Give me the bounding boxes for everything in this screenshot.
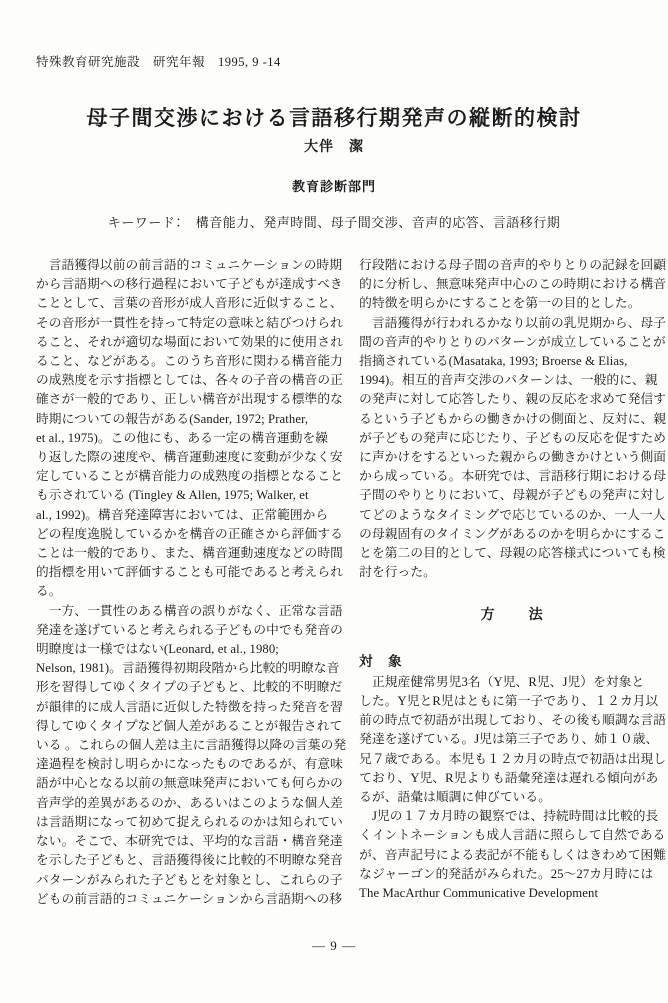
text-line: くイントネーションも成人言語に照らして自然である [359,828,666,843]
text-line: から言語期への移行過程において子どもが達成すべき [36,277,343,292]
text-line: 音声学的差異があるのか、あるいはこのような個人差 [36,795,343,810]
text-line: とを第二の目的として、母親の応答様式についても検 [359,546,666,561]
text-line: ことは一般的であり、また、構音運動速度などの時間 [36,546,343,561]
text-line: てどのようなタイミングで応じているのか、一人一人 [359,507,666,522]
text-line: に声かけをするといった親からの働きかけという側面 [359,450,667,465]
text-line: 達過程を検討し明らかになったものであるが、有意味 [36,757,343,772]
text-line: 指摘されている(Masataka, 1993; Broerse & Elias, [359,354,628,369]
text-line: et al., 1975)。この他にも、ある一定の構音運動を繰 [36,430,329,445]
author-name: 大伴 潔 [304,140,364,155]
text-line: 語が中心となる以前の無意味発声においても何らかの [36,776,343,791]
text-line: 子間のやりとりにおいて、母親が子どもの発声に対し [359,488,666,503]
right-column [359,256,666,909]
text-line: 正規産健常男児3名（Y児、R児、J児）を対象と [359,674,645,689]
text-line: 1994)。相互的音声交渉のパターンは、一般的に、親 [359,373,658,388]
subjects-paragraphs [359,673,666,903]
text-line: るという子どもからの働きかけの側面と、反対に、親 [359,411,667,426]
left-column [36,256,346,909]
text-line: 的特徴を明らかにすることを第一の目的とした。 [359,296,641,311]
page-number: — 9 — [312,938,356,953]
text-line: 発達を遂げている。J児は第三子であり、姉１０歳、 [359,732,659,747]
text-line: 確さが一般的であり、正しい構音が出現する標準的な [36,392,343,407]
text-line: 兄７歳である。本児も１２カ月の時点で初語は出現し [359,751,667,766]
text-line: は言語期になって初めて捉えられるのかは知られてい [36,814,343,829]
right-column-intro [359,256,666,582]
text-line: 発達を遂げていると考えられる子どもの中でも発音の [36,622,343,637]
text-line: なジャーゴン的発話がみられた。25～27カ月時には [359,866,654,881]
text-line: J児の１７カ月時の観察では、持続時間は比較的長 [359,809,659,824]
text-line: 言語獲得が行われるかなり以前の乳児期から、母子 [359,315,667,330]
text-line: 的指標を用いて評価することも可能であると考えられ [36,565,343,580]
text-line: 形を習得してゆくタイプの子どもと、比較的不明瞭だ [36,680,343,695]
text-line: ること、などがある。このうち音形に関わる構音能力 [36,354,343,369]
section-heading-method: 方 法 [480,608,545,624]
text-line: を示した子どもと、言語獲得後に比較的不明瞭な発音 [36,853,343,868]
text-line: が韻律的に成人言語に近似した特徴を持った発音を習 [36,699,343,714]
text-line: 一方、一貫性のある構音の誤りがなく、正常な言語 [36,603,343,618]
journal-citation: 特殊教育研究施設 研究年報 1995, 9 -14 [36,55,281,69]
text-line: 定していることが構音能力の成熟度の指標となること [36,469,343,484]
text-line: 間の音声的やりとりのパターンが成立していることが [359,334,666,349]
text-line: パターンがみられた子どもとを対象とし、これらの子 [36,872,343,887]
text-line: その音形が一貫性を持って特定の意味と結びつけられ [36,315,343,330]
text-line: 得してゆくタイプなど個人差があることが報告されて [36,718,343,733]
text-line: 行段階における母子間の音声的やりとりの記録を回顧 [359,258,667,272]
text-line: が、音声記号による表記が不能もしくはきわめて困難 [359,847,667,862]
text-line: る。 [36,584,62,599]
text-line: るが、語彙は順調に伸びている。 [359,790,551,805]
text-line: ており、Y児、R児よりも語彙発達は遅れる傾向があ [359,770,659,785]
text-line: の成熟度を示す指標としては、各々の子音の構音の正 [36,373,343,388]
text-line: も示されている (Tingley & Allen, 1975; Walker, et [36,488,309,503]
body-columns [36,256,667,909]
text-line: 言語獲得以前の前言語的コミュニケーションの時期 [36,258,343,272]
text-line: Nelson, 1981)。言語獲得初期段階から比較的明瞭な音 [36,661,340,676]
text-line: 前の時点で初語が出現しており、その後も順調な言語 [359,713,667,728]
text-line: の発声に対して応答したり、親の反応を求めて発信す [359,392,667,407]
text-line: al., 1992)。構音発達障害においては、正常範囲から [36,507,329,522]
text-line: The MacArthur Communicative Development [359,886,599,901]
author-affiliation: 教育診断部門 [291,179,376,194]
text-line: ない。そこで、本研究では、平均的な言語・構音発達 [36,834,343,849]
keywords-line: キーワード： 構音能力、発声時間、母子間交渉、音声的応答、言語移行期 [107,215,561,230]
text-line: ること、それが適切な場面において効果的に使用され [36,334,343,349]
text-line: 明瞭度は一様ではない(Leonard, et al., 1980; [36,642,279,657]
text-line: の母親固有のタイミングがあるのかを明らかにするこ [359,526,666,541]
text-line: どの程度逸脱しているかを構音の正確さから評価する [36,526,343,541]
text-line: から成っている。本研究では、言語移行期における母 [359,469,667,484]
text-line: いる 。これらの個人差は主に言語獲得以降の言葉の発 [36,738,347,753]
text-line: り返した際の速度や、構音運動速度に変動が少なく安 [36,450,343,465]
page-title: 母子間交渉における言語移行期発声の縦断的検討 [86,106,582,131]
text-line: どもの前言語的コミュニケーションから言語期への移 [36,891,343,906]
text-line: した。Y児とR児はともに第一子であり、１２カ月以 [359,694,659,709]
text-line: 的に分析し、無意味発声中心のこの時期における構音 [359,277,667,292]
text-line: 討を行った。 [359,565,436,580]
text-line: が子どもの発声に応じたり、子どもの反応を促すため [359,430,667,445]
text-line: こととして、言葉の音形が成人音形に近似すること、 [36,296,343,311]
subsection-heading-subjects: 対 象 [359,653,403,669]
text-line: 時期についての報告がある(Sander, 1972; Prather, [36,411,309,426]
